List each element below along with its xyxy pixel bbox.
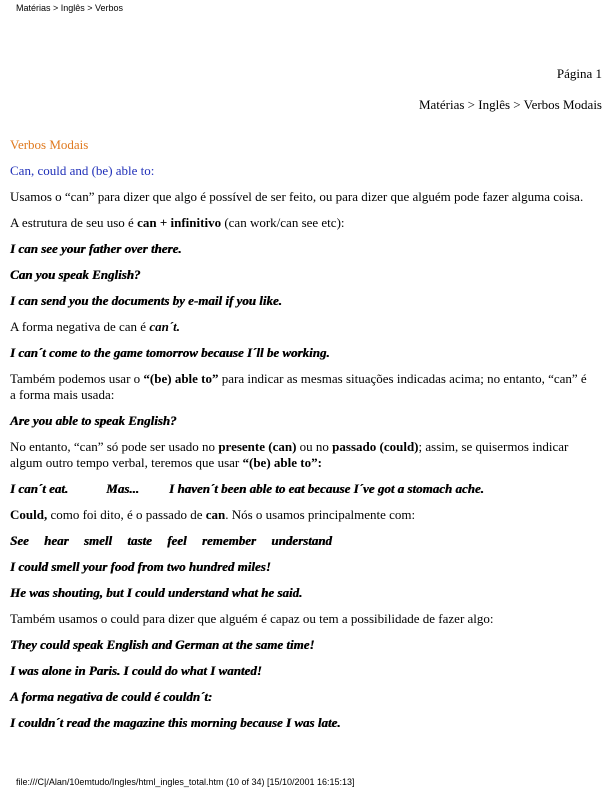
- bold-text: can: [205, 507, 226, 522]
- bold-italic-text: can´t.: [149, 319, 181, 334]
- paragraph: [10, 439, 590, 471]
- breadcrumb: Matérias > Inglês > Verbos Modais: [418, 97, 602, 112]
- bold-text: presente (can): [218, 439, 297, 454]
- text: (can work/can see etc):: [221, 215, 345, 230]
- text: No entanto, “can” só pode ser usado no: [10, 439, 219, 454]
- verb: See: [10, 533, 29, 548]
- example-sentence: [10, 481, 590, 497]
- paragraph: [10, 371, 590, 403]
- bold-text: can + infinitivo: [137, 215, 222, 230]
- text: A estrutura de seu uso é: [10, 215, 138, 230]
- paragraph: [10, 215, 590, 231]
- verb-list: [10, 533, 590, 549]
- bold-text: “(be) able to”: [143, 371, 219, 386]
- browser-header: Matérias > Inglês > Verbos: [16, 3, 124, 13]
- example-part: I can´t eat.: [10, 481, 69, 496]
- verb: hear: [44, 533, 69, 548]
- bold-text: “(be) able to”:: [242, 455, 322, 470]
- example-sentence: Can you speak English?: [10, 267, 141, 282]
- example-sentence: I could smell your food from two hundred miles!: [10, 559, 271, 574]
- verb: smell: [83, 533, 113, 548]
- verb: remember: [201, 533, 256, 548]
- example-part: I haven´t been able to eat because I´ve got a stomach ache.: [169, 481, 484, 496]
- example-sentence: I can see your father over there.: [10, 241, 182, 256]
- example-sentence: I can send you the documents by e-mail if you like.: [10, 293, 282, 308]
- text: Também podemos usar o: [10, 371, 144, 386]
- text: ; assim, se quisermos indicar algum outro tempo verbal, teremos que usar: [10, 439, 569, 470]
- text: para indicar as mesmas situações indicadas acima; no entanto, “can” é a forma mais usada:: [10, 371, 587, 402]
- example-sentence: Are you able to speak English?: [10, 413, 177, 428]
- bold-text: passado (could): [332, 439, 419, 454]
- paragraph: [10, 507, 590, 523]
- example-sentence: I was alone in Paris. I could do what I wanted!: [10, 663, 262, 678]
- subtitle: Can, could and (be) able to:: [10, 163, 155, 178]
- page-number: Página 1: [556, 66, 602, 81]
- bold-text: Could,: [10, 507, 48, 522]
- text: . Nós o usamos principalmente com:: [225, 507, 416, 522]
- verb: feel: [167, 533, 187, 548]
- example-sentence: I couldn´t read the magazine this morning because I was late.: [10, 715, 341, 730]
- text: A forma negativa de can é: [10, 319, 150, 334]
- example-sentence: He was shouting, but I could understand what he said.: [10, 585, 303, 600]
- text: como foi dito, é o passado de: [47, 507, 206, 522]
- browser-footer: file:///C|/Alan/10emtudo/Ingles/html_ingles_total.htm (10 of 34) [15/10/2001 16:15:13]: [16, 777, 355, 787]
- text: ou no: [296, 439, 333, 454]
- example-sentence: I can´t come to the game tomorrow because I´ll be working.: [10, 345, 330, 360]
- example-sentence: A forma negativa de could é couldn´t:: [10, 689, 213, 704]
- paragraph: Usamos o “can” para dizer que algo é possível de ser feito, ou para dizer que alguém pode fazer alguma coisa.: [10, 189, 584, 204]
- section-title: Verbos Modais: [10, 137, 89, 152]
- verb: understand: [271, 533, 332, 548]
- paragraph: [10, 319, 590, 335]
- verb: taste: [127, 533, 152, 548]
- example-sentence: They could speak English and German at the same time!: [10, 637, 315, 652]
- paragraph: Também usamos o could para dizer que alguém é capaz ou tem a possibilidade de fazer algo:: [10, 611, 494, 626]
- article-content: [10, 137, 590, 741]
- example-part: Mas...: [106, 481, 140, 496]
